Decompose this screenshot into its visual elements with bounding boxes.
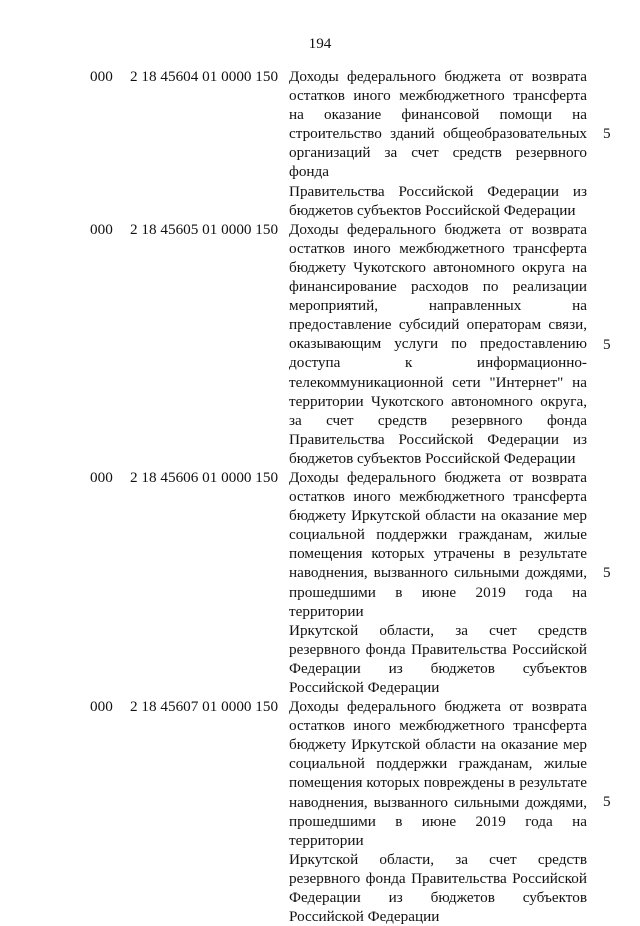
norm-value: 5 [603,125,611,142]
income-description [289,697,587,926]
description-line: Иркутской области, за счет средств [289,621,587,639]
income-description [289,67,587,220]
budget-classification-code: 2 18 45606 01 0000 150 [130,468,279,486]
description-line: за счет средств резервного фонда [289,411,587,429]
description-line: остатков иного межбюджетного трансферта [289,239,587,257]
income-description [289,468,587,697]
description-line: телекоммуникационной сети "Интернет" на [289,373,587,391]
description-line: Доходы федерального бюджета от возврата [289,220,587,238]
description-line: остатков иного межбюджетного трансферта [289,488,587,506]
budget-code-table [0,67,640,926]
norm-value: 5 [603,563,611,581]
description-line: наводнения, вызванного сильными дождями, [289,564,587,582]
budget-classification-code: 2 18 45604 01 0000 150 [130,68,279,85]
table-row [0,67,640,220]
description-line: организаций за счет средств резервного фонда [289,144,587,181]
admin-code: 000 [90,68,113,85]
description-line: резервного фонда Правительства Российской [289,640,587,658]
description-line: бюджету Иркутской области на оказание мер [289,736,587,754]
description-line: Правительства Российской Федерации из [289,430,587,448]
admin-code: 000 [90,468,113,486]
description-line: бюджету Иркутской области на оказание мер [289,507,587,525]
description-line: помещения которых повреждены в результате [289,774,587,792]
description-line: Российской Федерации [289,679,440,696]
description-line: оказывающим услуги по предоставлению [289,335,587,353]
description-line: Федерации из бюджетов субъектов [289,889,587,907]
description-line: остатков иного межбюджетного трансферта [289,87,587,105]
description-line: Федерации из бюджетов субъектов [289,659,587,677]
description-line: наводнения, вызванного сильными дождями, [289,793,587,811]
admin-code: 000 [90,220,113,238]
description-line: социальной поддержки гражданам, жилые [289,526,587,544]
description-line: Российской Федерации [289,908,440,926]
description-line: бюджетов субъектов Российской Федерации [289,449,576,467]
description-line: помещения которых утрачены в результате [289,545,587,563]
budget-classification-code: 2 18 45607 01 0000 150 [130,698,279,716]
description-line: доступа к информационно- [289,354,587,372]
description-line: финансирование расходов по реализации [289,278,587,296]
norm-value: 5 [603,793,611,811]
description-line: территории Чукотского автономного округа, [289,392,587,410]
description-line: строительство зданий общеобразовательных [289,125,587,143]
description-line: Доходы федерального бюджета от возврата [289,68,587,85]
description-line: бюджетов субъектов Российской Федерации [289,201,576,219]
description-line: предоставление субсидий операторам связи, [289,316,587,334]
description-line: Правительства Российской Федерации из [289,182,587,200]
description-line: резервного фонда Правительства Российской [289,869,587,887]
description-line: на оказание финансовой помощи на [289,106,587,124]
income-description [289,220,587,468]
description-line: бюджету Чукотского автономного округа на [289,258,587,276]
norm-value: 5 [603,335,611,353]
description-line: Доходы федерального бюджета от возврата [289,468,587,486]
description-line: социальной поддержки гражданам, жилые [289,755,587,773]
table-row [0,697,640,926]
description-line: прошедшими в июне 2019 года на территории [289,812,587,849]
budget-classification-code: 2 18 45605 01 0000 150 [130,220,279,238]
table-row [0,468,640,697]
page-number: 194 [308,35,332,52]
table-row [0,220,640,468]
description-line: Доходы федерального бюджета от возврата [289,698,587,716]
description-line: мероприятий, направленных на [289,297,587,315]
description-line: Иркутской области, за счет средств [289,850,587,868]
admin-code: 000 [90,698,113,716]
description-line: остатков иного межбюджетного трансферта [289,717,587,735]
description-line: прошедшими в июне 2019 года на территории [289,583,587,620]
